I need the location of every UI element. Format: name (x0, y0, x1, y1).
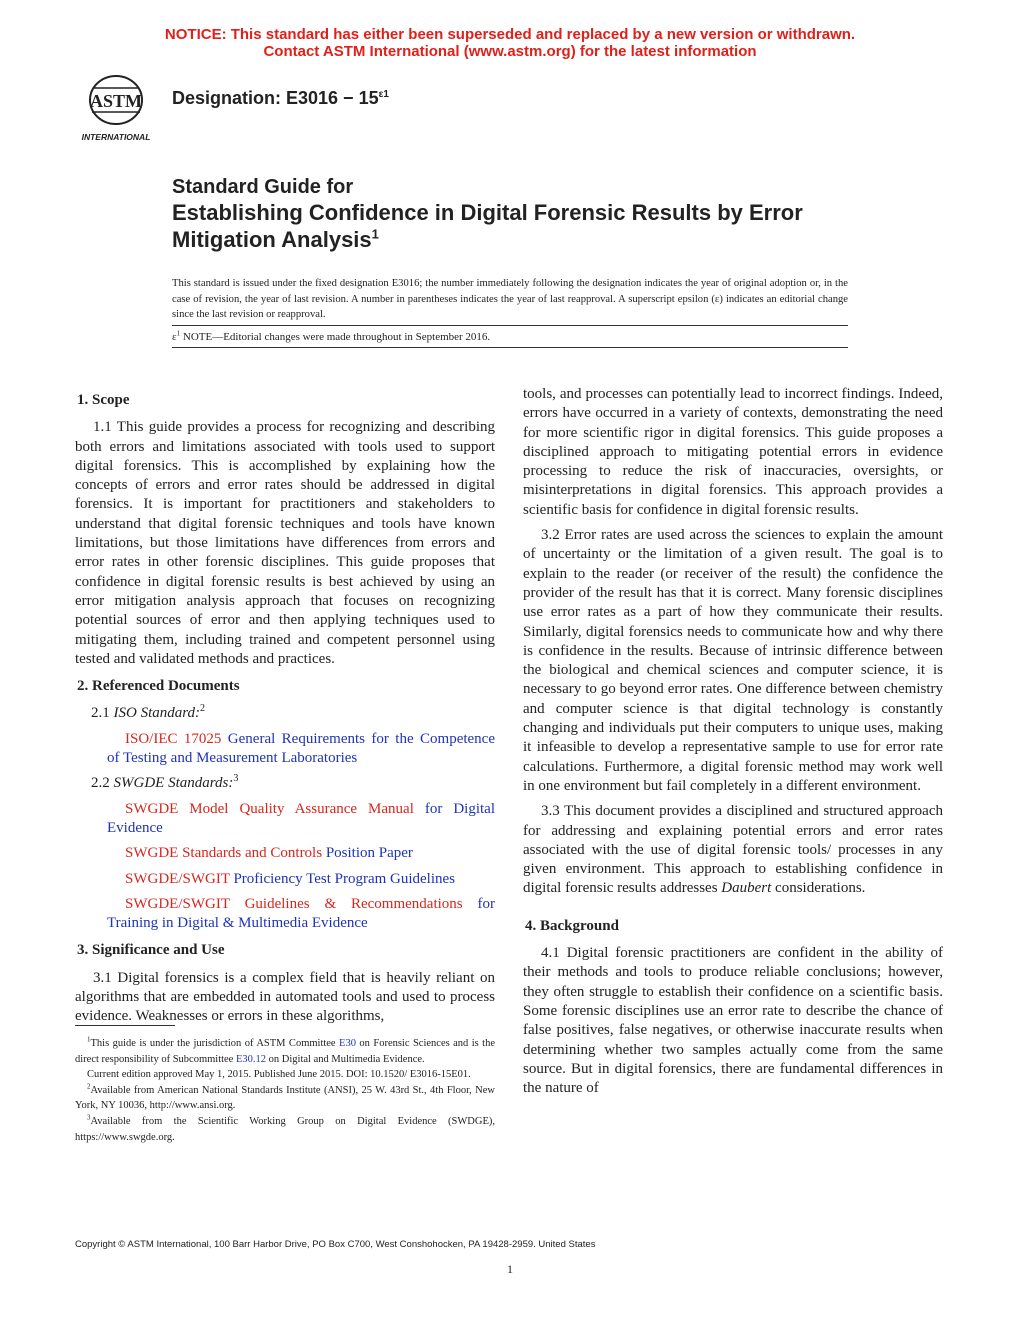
swgde-standards-label (75, 774, 495, 793)
fn1-text-a: This guide is under the jurisdiction of ASTM Committee (90, 1038, 340, 1049)
ref2-red[interactable]: SWGDE Standards and Controls (125, 845, 323, 862)
footnote-1-edition: Current edition approved May 1, 2015. Published June 2015. DOI: 10.1520/ E3016-15E01. (87, 1069, 471, 1081)
footnote-2 (75, 1083, 495, 1114)
ref1-blue[interactable]: for Digital Evidence (107, 800, 496, 836)
heading-background: 4. Background (525, 917, 619, 934)
designation (172, 88, 389, 109)
fn3-text: Available from the Scientific Working Group on Digital Evidence (SWDGE), https://www.swgde.org. (75, 1115, 495, 1143)
paragraph-3-3 (523, 802, 943, 898)
heading-referenced-documents: 2. Referenced Documents (77, 678, 240, 695)
epsilon-mark: ε (172, 331, 177, 343)
ref4-blue[interactable]: for Training in Digital & Multimedia Evidence (107, 895, 496, 932)
logo-letters: ASTM (89, 91, 143, 111)
ref-swgde-qa-manual[interactable] (91, 800, 495, 839)
page-number: 1 (507, 1262, 513, 1276)
document-title (172, 175, 872, 253)
heading-significance: 3. Significance and Use (77, 942, 225, 959)
right-column (523, 385, 943, 1104)
title-line-1: Standard Guide for (172, 176, 354, 198)
title-line-3-text: Mitigation Analysis (172, 227, 372, 252)
ref1-red[interactable]: SWGDE Model Quality Assurance Manual (125, 800, 414, 817)
paragraph-3-2: 3.2 Error rates are used across the sciences to explain the amount of uncertainty or the limitation of a given result. The goal is to explain to the reader (or receiver of the result) the confidence the provider of the result has that it is correct. Many forensic disciplines use error rates as a part of how they communicate their results. Similarly, digital forensics needs to communicate how and why there is confidence in the results. Because of intrinsic difference between the biological and chemical sciences and computer science, it is necessary to go beyond error rates. One difference between chemistry and computer science is that digital technology is constantly changing and individuals put their computers to unique uses, making it infeasible to develop a representative sample to use for error rate calculations. Furthermore, a digital forensic method may work well in one environment but fail completely in a different environment. (523, 527, 943, 794)
fn2-text: Available from American National Standards Institute (ANSI), 25 W. 43rd St., 4th Floor, New York, NY 10036, http://www.ansi.org. (75, 1084, 495, 1112)
left-column (75, 383, 495, 1033)
footnote-1 (75, 1036, 495, 1067)
iso-standard-label (75, 704, 495, 723)
ref-swgde-proficiency[interactable] (91, 870, 495, 889)
ref3-blue[interactable]: Proficiency Test Program Guidelines (229, 870, 456, 887)
ref-iso-17025[interactable] (91, 730, 495, 769)
withdrawn-notice (0, 26, 1020, 60)
fn1-link-e30[interactable]: E30 (339, 1038, 356, 1049)
iso-title: ISO Standard: (113, 705, 201, 722)
designation-label: Designation: E3016 − 15 (172, 88, 379, 108)
footnote-3 (75, 1114, 495, 1145)
paragraph-3-1-continued: tools, and processes can potentially lead to incorrect findings. Indeed, errors have occurred in a variety of contexts, demonstrating the need for more scientific rigor in digital forensics. This guide proposes a disciplined approach to mitigating potential errors in evidence processing to reduce the risk of inaccuracies, oversights, or misinterpretations in digital forensics. This approach provides a scientific basis for confidence in digital forensic results. (523, 386, 943, 518)
divider-top (172, 325, 848, 326)
ref-iso-blue[interactable]: General Requirements for the Competence of Testing and Measurement Laboratories (107, 730, 495, 767)
title-line-3 (172, 226, 872, 253)
copyright-line: Copyright © ASTM International, 100 Barr Harbor Drive, PO Box C700, West Conshohocken, PA 19428-2959. United States (75, 1239, 596, 1250)
title-line-2: Establishing Confidence in Digital Forensic Results by Error (172, 200, 803, 225)
epsilon-sup: 1 (176, 329, 181, 338)
editorial-note-text: NOTE—Editorial changes were made throughout in September 2016. (180, 331, 491, 343)
p3-3-text-b: considerations. (771, 880, 866, 897)
title-footnote-mark: 1 (371, 226, 379, 242)
fn1-mark: 1 (87, 1035, 91, 1044)
footnote-divider (75, 1025, 175, 1026)
p3-3-text-a: 3.3 This document provides a disciplined and structured approach for addressing and explaining potential errors and error rates associated with the use of digital forensic tools/ processes in any given environment. This approach to establishing confidence in digital forensic results addresses (523, 803, 943, 897)
swgde-number: 2.2 (91, 775, 114, 792)
ref-swgde-guidelines[interactable] (91, 895, 495, 934)
notice-line-1: NOTICE: This standard has either been superseded and replaced by a new version or withdrawn. (164, 26, 856, 43)
ref3-red[interactable]: SWGDE/SWGIT (125, 870, 230, 887)
footnotes (75, 1036, 495, 1145)
astm-logo-icon (74, 74, 158, 144)
iso-sup: 2 (200, 703, 206, 715)
logo-caption: INTERNATIONAL (81, 132, 151, 142)
fn3-mark: 3 (87, 1113, 91, 1122)
fn1-text-b: on Forensic Sciences and is the direct responsibility of Subcommittee (75, 1038, 496, 1065)
iso-number: 2.1 (91, 705, 114, 722)
ref2-blue[interactable]: Position Paper (322, 845, 413, 862)
divider-bottom (172, 347, 848, 348)
heading-scope: 1. Scope (77, 392, 130, 408)
ref4-red[interactable]: SWGDE/SWGIT Guidelines & Recommendations (125, 895, 463, 912)
notice-line-2: Contact ASTM International (www.astm.org) for the latest information (263, 43, 757, 60)
paragraph-1-1: 1.1 This guide provides a process for recognizing and describing both errors and limitations associated with tools used to support digital forensics. This is accomplished by explaining how the concepts of errors and error rates should be addressed in digital forensics. It is important for practitioners and stakeholders to understand that digital forensic techniques and tools have known limitations, but those limitations have differences from errors and error rates in other forensic disciplines. This guide proposes that confidence in digital forensic results is best achieved by using an error mitigation analysis approach that focuses on recognizing potential sources of error and then applying techniques used to mitigating them, including trained and competent personnel using tested and validated methods and practices. (75, 419, 495, 667)
editorial-note (172, 331, 490, 343)
fn2-mark: 2 (87, 1082, 91, 1091)
paragraph-3-1-start: 3.1 Digital forensics is a complex field that is heavily reliant on algorithms that are embedded in automated tools and used to process evidence. Weaknesses or errors in these algorithms, (75, 969, 495, 1025)
swgde-sup: 3 (233, 773, 239, 785)
p3-3-daubert: Daubert (721, 880, 772, 897)
issuance-note: This standard is issued under the fixed designation E3016; the number immediately following the designation indicates the year of original adoption or, in the case of revision, the year of last revision. A number in parentheses indicates the year of last reapproval. A superscript epsilon (ε) indicates an editorial change since the last revision or reapproval. (172, 278, 848, 320)
ref-swgde-standards-controls[interactable] (91, 844, 495, 863)
ref-iso-red[interactable]: ISO/IEC 17025 (125, 730, 222, 747)
paragraph-4-1: 4.1 Digital forensic practitioners are confident in the ability of their methods and tools to produce reliable conclusions; however, they often struggle to establish their confidence on a scientific basis. Some forensic disciplines use an error rate to describe the chance of false positives, false negatives, or otherwise inaccurate results when determining whether two samples actually come from the same source. But in digital forensics, there are fundamental differences in the nature of (523, 945, 943, 1097)
fn1-text-c: on Digital and Multimedia Evidence. (266, 1053, 425, 1065)
designation-superscript: ε1 (378, 89, 389, 100)
fn1-link-e30-12[interactable]: E30.12 (235, 1053, 267, 1065)
swgde-title: SWGDE Standards: (113, 775, 234, 792)
